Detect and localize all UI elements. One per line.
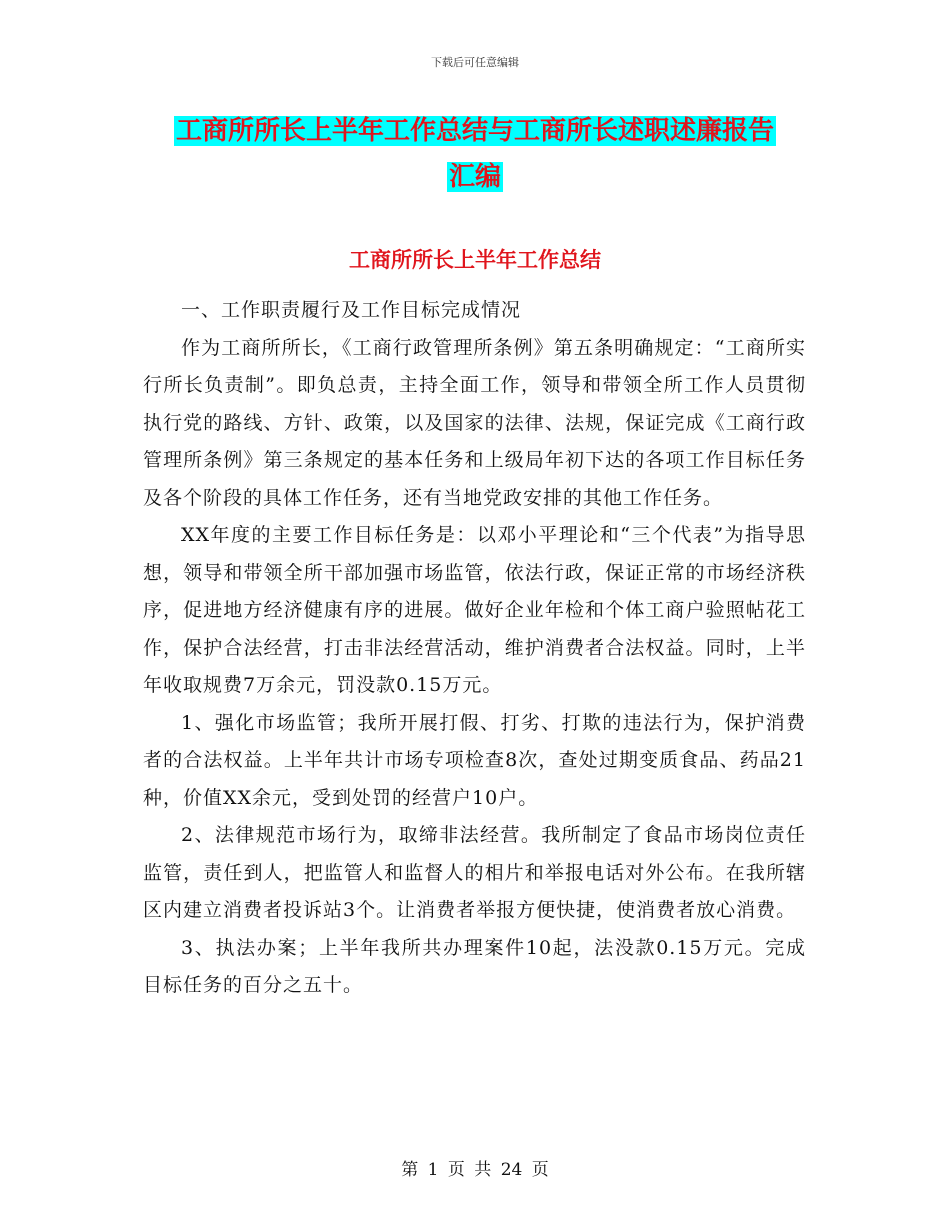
page-number-footer: 第 1 页 共 24 页 [401,1160,549,1180]
title-line-2: 汇编 [448,162,501,192]
paragraph: 2、法律规范市场行为，取缔非法经营。我所制定了食品市场岗位责任监管，责任到人，把监管人和监督人的相片和举报电话对外公布。在我所辖区内建立消费者投诉站3个。让消费者举报方便快捷，使消费者放心消费。 [143,824,806,921]
section-title: 工商所所长上半年工作总结 [349,247,601,272]
paragraph: 作为工商所所长，《工商行政管理所条例》第五条明确规定：“工商所实行所长负责制”。即负总责，主持全面工作，领导和带领全所工作人员贯彻执行党的路线、方针、政策，以及国家的法律、法规，保证完成《工商行政管理所条例》第三条规定的基本任务和上级局年初下达的各项工作目标任务及各个阶段的具体工作任务，还有当地党政安排的其他工作任务。 [143,336,806,509]
header-note: 下载后可任意编辑 [431,56,519,69]
paragraph: XX年度的主要工作目标任务是：以邓小平理论和“三个代表”为指导思想，领导和带领全所干部加强市场监管，依法行政，保证正常的市场经济秩序，促进地方经济健康有序的进展。做好企业年检和个体工商户验照帖花工作，保护合法经营，打击非法经营活动，维护消费者合法权益。同时，上半年收取规费7万余元，罚没款0.15万元。 [143,524,806,696]
paragraph: 一、工作职责履行及工作目标完成情况 [181,299,522,321]
paragraph: 3、执法办案；上半年我所共办理案件10起，法没款0.15万元。完成目标任务的百分之五十。 [143,936,806,996]
document-body [143,292,806,1005]
document-title [0,108,950,200]
paragraph: 1、强化市场监管；我所开展打假、打劣、打欺的违法行为，保护消费者的合法权益。上半年共计市场专项检查8次，查处过期变质食品、药品21种，价值XX余元，受到处罚的经营户10户。 [143,711,806,809]
title-line-1: 工商所所长上半年工作总结与工商所长述职述廉报告 [175,116,774,146]
